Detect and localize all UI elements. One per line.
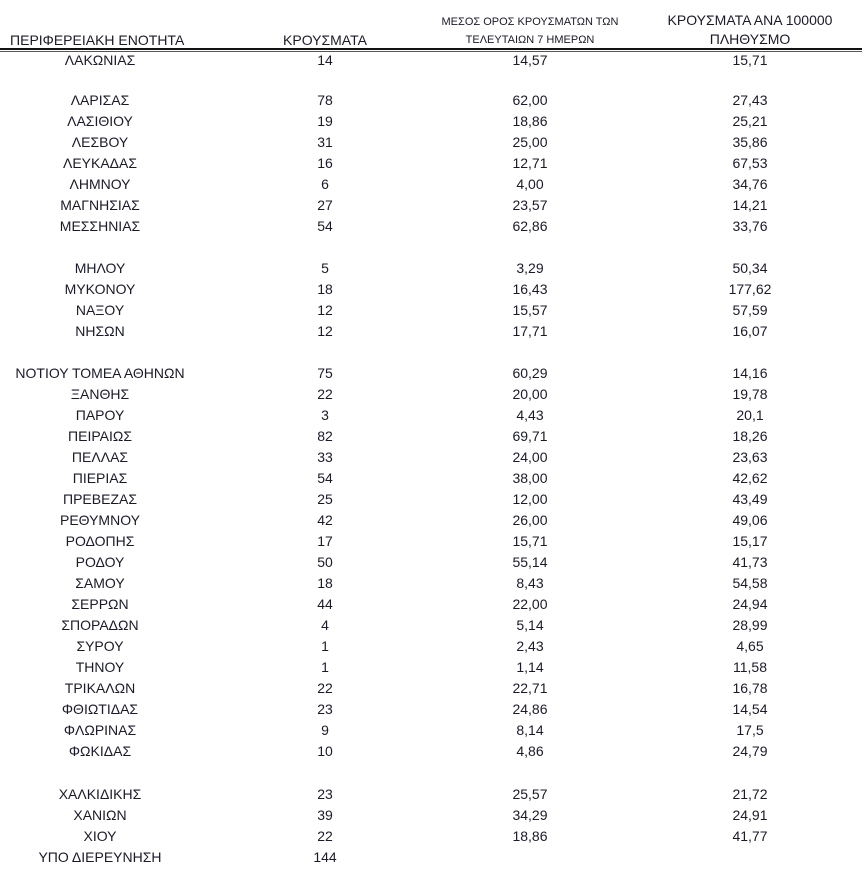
cases-cell: 22: [317, 386, 333, 402]
cases-cell: 17: [317, 533, 333, 549]
header-per100k-line1: ΚΡΟΥΣΜΑΤΑ ΑΝΑ 100000: [667, 12, 833, 28]
table-row: [0, 847, 868, 868]
per100k-cell: 14,54: [732, 701, 768, 717]
avg7-cell: 12,00: [512, 491, 548, 507]
header-cases: ΚΡΟΥΣΜΑΤΑ: [283, 32, 367, 48]
cases-cell: 14: [317, 52, 333, 68]
cases-cell: 78: [317, 92, 333, 108]
table-row: [0, 195, 868, 216]
per100k-cell: 18,26: [732, 428, 768, 444]
region-cell: ΞΑΝΘΗΣ: [70, 386, 130, 402]
per100k-cell: 24,91: [732, 807, 768, 823]
avg7-cell: 24,86: [512, 701, 548, 717]
header-avg7-line1: ΜΕΣΟΣ ΟΡΟΣ ΚΡΟΥΣΜΑΤΩΝ ΤΩΝ: [441, 16, 619, 28]
header-per100k-line2: ΠΛΗΘΥΣΜΟ: [709, 31, 791, 47]
cases-cell: 18: [317, 575, 333, 591]
per100k-cell: 25,21: [732, 113, 768, 129]
avg7-cell: 1,14: [516, 659, 544, 675]
avg7-cell: 2,43: [516, 638, 544, 654]
avg7-cell: 69,71: [512, 428, 548, 444]
table-row: [0, 384, 868, 405]
table-row: [0, 552, 868, 573]
cases-cell: 1: [321, 638, 329, 654]
per100k-cell: 49,06: [732, 512, 768, 528]
cases-cell: 4: [321, 617, 329, 633]
table-row: [0, 531, 868, 552]
region-cell: ΛΑΡΙΣΑΣ: [70, 92, 130, 108]
avg7-cell: 8,43: [516, 575, 544, 591]
table-row: [0, 153, 868, 174]
per100k-cell: 43,49: [732, 491, 768, 507]
avg7-cell: 5,14: [516, 617, 544, 633]
cases-cell: 50: [317, 554, 333, 570]
table-row: [0, 300, 868, 321]
cases-cell: 54: [317, 218, 333, 234]
per100k-cell: 15,71: [732, 52, 768, 68]
per100k-cell: 34,76: [732, 176, 768, 192]
cases-cell: 12: [317, 323, 333, 339]
cases-cell: 3: [321, 407, 329, 423]
table-row: [0, 805, 868, 826]
avg7-cell: 26,00: [512, 512, 548, 528]
cases-cell: 75: [317, 365, 333, 381]
per100k-cell: 14,16: [732, 365, 768, 381]
region-cell: ΦΛΩΡΙΝΑΣ: [63, 722, 137, 738]
cases-cell: 22: [317, 680, 333, 696]
table-row: [0, 426, 868, 447]
avg7-cell: 17,71: [512, 323, 548, 339]
region-cell: ΠΕΛΛΑΣ: [71, 449, 129, 465]
per100k-cell: 17,5: [736, 722, 764, 738]
table-row: [0, 489, 868, 510]
avg7-cell: 4,86: [516, 743, 544, 759]
table-row: [0, 826, 868, 847]
per100k-cell: 15,17: [732, 533, 768, 549]
table-row: [0, 258, 868, 279]
region-cell: ΧΙΟΥ: [83, 828, 117, 844]
per100k-cell: 24,79: [732, 743, 768, 759]
avg7-cell: 14,57: [512, 52, 548, 68]
region-cell: ΣΑΜΟΥ: [75, 575, 125, 591]
per100k-cell: 20,1: [736, 407, 764, 423]
cases-cell: 12: [317, 302, 333, 318]
per100k-cell: 54,58: [732, 575, 768, 591]
table-row: [0, 720, 868, 741]
cases-cell: 27: [317, 197, 333, 213]
per100k-cell: 41,73: [732, 554, 768, 570]
cases-cell: 18: [317, 281, 333, 297]
table-row: [0, 657, 868, 678]
region-cell: ΠΑΡΟΥ: [75, 407, 125, 423]
region-cell: ΠΕΙΡΑΙΩΣ: [68, 428, 132, 444]
per100k-cell: 35,86: [732, 134, 768, 150]
table-row: [0, 174, 868, 195]
region-cell: ΛΑΣΙΘΙΟΥ: [67, 113, 133, 129]
per100k-cell: 177,62: [728, 281, 772, 297]
table-row: [0, 50, 868, 71]
cases-cell: 16: [317, 155, 333, 171]
per100k-cell: 41,77: [732, 828, 768, 844]
per100k-cell: 23,63: [732, 449, 768, 465]
table-row: [0, 279, 868, 300]
region-cell: ΛΑΚΩΝΙΑΣ: [64, 52, 136, 68]
per100k-cell: 27,43: [732, 92, 768, 108]
avg7-cell: 12,71: [512, 155, 548, 171]
table-row: [0, 678, 868, 699]
region-cell: ΜΕΣΣΗΝΙΑΣ: [59, 218, 141, 234]
per100k-cell: 50,34: [732, 260, 768, 276]
avg7-cell: 62,86: [512, 218, 548, 234]
table-row: [0, 636, 868, 657]
cases-cell: 144: [313, 849, 337, 865]
cases-cell: 6: [321, 176, 329, 192]
avg7-cell: 18,86: [512, 828, 548, 844]
region-cell: ΜΥΚΟΝΟΥ: [64, 281, 136, 297]
avg7-cell: 4,43: [516, 407, 544, 423]
avg7-cell: 15,57: [512, 302, 548, 318]
avg7-cell: 16,43: [512, 281, 548, 297]
table-row: [0, 132, 868, 153]
region-cell: ΧΑΛΚΙΔΙΚΗΣ: [58, 786, 142, 802]
header-avg7: [425, 13, 635, 49]
avg7-cell: 4,00: [516, 176, 544, 192]
region-cell: ΡΟΔΟΠΗΣ: [65, 533, 135, 549]
table-row: [0, 510, 868, 531]
cases-cell: 31: [317, 134, 333, 150]
per100k-cell: 11,58: [733, 659, 767, 675]
cases-cell: 23: [317, 701, 333, 717]
avg7-cell: 23,57: [512, 197, 548, 213]
header-avg7-line2: ΤΕΛΕΥΤΑΙΩΝ 7 ΗΜΕΡΩΝ: [465, 34, 595, 46]
per100k-cell: 33,76: [732, 218, 768, 234]
per100k-cell: 24,94: [732, 596, 768, 612]
table-row: [0, 741, 868, 762]
region-cell: ΣΕΡΡΩΝ: [71, 596, 129, 612]
avg7-cell: 22,71: [512, 680, 548, 696]
table-row: [0, 784, 868, 805]
table-row: [0, 594, 868, 615]
cases-cell: 9: [321, 722, 329, 738]
avg7-cell: 18,86: [512, 113, 548, 129]
avg7-cell: 24,00: [512, 449, 548, 465]
avg7-cell: 38,00: [512, 470, 548, 486]
region-cell: ΥΠΟ ΔΙΕΡΕΥΝΗΣΗ: [38, 849, 162, 865]
header-region: ΠΕΡΙΦΕΡΕΙΑΚΗ ΕΝΟΤΗΤΑ: [10, 32, 185, 48]
avg7-cell: 22,00: [512, 596, 548, 612]
region-cell: ΡΟΔΟΥ: [75, 554, 125, 570]
table-row: [0, 111, 868, 132]
table-row: [0, 468, 868, 489]
per100k-cell: 16,78: [732, 680, 768, 696]
avg7-cell: 25,57: [512, 786, 548, 802]
table-row: [0, 447, 868, 468]
region-cell: ΜΗΛΟΥ: [74, 260, 126, 276]
cases-cell: 42: [317, 512, 333, 528]
per100k-cell: 42,62: [732, 470, 768, 486]
table-row: [0, 699, 868, 720]
header-per100k: [650, 11, 850, 49]
table-row: [0, 216, 868, 237]
region-cell: ΧΑΝΙΩΝ: [73, 807, 127, 823]
cases-cell: 39: [317, 807, 333, 823]
cases-cell: 22: [317, 828, 333, 844]
region-cell: ΝΟΤΙΟΥ ΤΟΜΕΑ ΑΘΗΝΩΝ: [15, 365, 185, 381]
cases-cell: 23: [317, 786, 333, 802]
per100k-cell: 4,65: [736, 638, 764, 654]
table-header: [0, 0, 868, 48]
region-cell: ΠΡΕΒΕΖΑΣ: [62, 491, 137, 507]
cases-cell: 1: [321, 659, 329, 675]
table-row: [0, 615, 868, 636]
region-cell: ΛΗΜΝΟΥ: [69, 176, 131, 192]
region-cell: ΛΕΣΒΟΥ: [71, 134, 129, 150]
cases-cell: 19: [317, 113, 333, 129]
region-cell: ΣΥΡΟΥ: [76, 638, 124, 654]
region-cell: ΣΠΟΡΑΔΩΝ: [61, 617, 139, 633]
cases-cell: 54: [317, 470, 333, 486]
cases-cell: 5: [321, 260, 329, 276]
region-cell: ΤΡΙΚΑΛΩΝ: [64, 680, 136, 696]
table-row: [0, 405, 868, 426]
avg7-cell: 15,71: [512, 533, 548, 549]
region-cell: ΦΩΚΙΔΑΣ: [68, 743, 132, 759]
per100k-cell: 28,99: [732, 617, 768, 633]
cases-cell: 33: [317, 449, 333, 465]
region-cell: ΦΘΙΩΤΙΔΑΣ: [61, 701, 139, 717]
per100k-cell: 67,53: [732, 155, 768, 171]
cases-cell: 25: [317, 491, 333, 507]
table-row: [0, 90, 868, 111]
region-cell: ΛΕΥΚΑΔΑΣ: [62, 155, 138, 171]
per100k-cell: 21,72: [732, 786, 768, 802]
region-cell: ΜΑΓΝΗΣΙΑΣ: [60, 197, 140, 213]
region-cell: ΠΙΕΡΙΑΣ: [72, 470, 128, 486]
avg7-cell: 8,14: [516, 722, 544, 738]
cases-cell: 10: [317, 743, 333, 759]
avg7-cell: 20,00: [512, 386, 548, 402]
avg7-cell: 60,29: [512, 365, 548, 381]
region-cell: ΤΗΝΟΥ: [75, 659, 125, 675]
avg7-cell: 62,00: [512, 92, 548, 108]
table-row: [0, 321, 868, 342]
per100k-cell: 16,07: [732, 323, 768, 339]
avg7-cell: 34,29: [512, 807, 548, 823]
cases-cell: 44: [317, 596, 333, 612]
table-row: [0, 573, 868, 594]
per100k-cell: 57,59: [732, 302, 768, 318]
avg7-cell: 3,29: [516, 260, 544, 276]
per100k-cell: 19,78: [732, 386, 768, 402]
region-cell: ΝΑΞΟΥ: [75, 302, 125, 318]
region-cell: ΡΕΘΥΜΝΟΥ: [59, 512, 140, 528]
cases-cell: 82: [317, 428, 333, 444]
avg7-cell: 25,00: [512, 134, 548, 150]
per100k-cell: 14,21: [732, 197, 768, 213]
region-cell: ΝΗΣΩΝ: [75, 323, 125, 339]
table-row: [0, 363, 868, 384]
avg7-cell: 55,14: [512, 554, 548, 570]
